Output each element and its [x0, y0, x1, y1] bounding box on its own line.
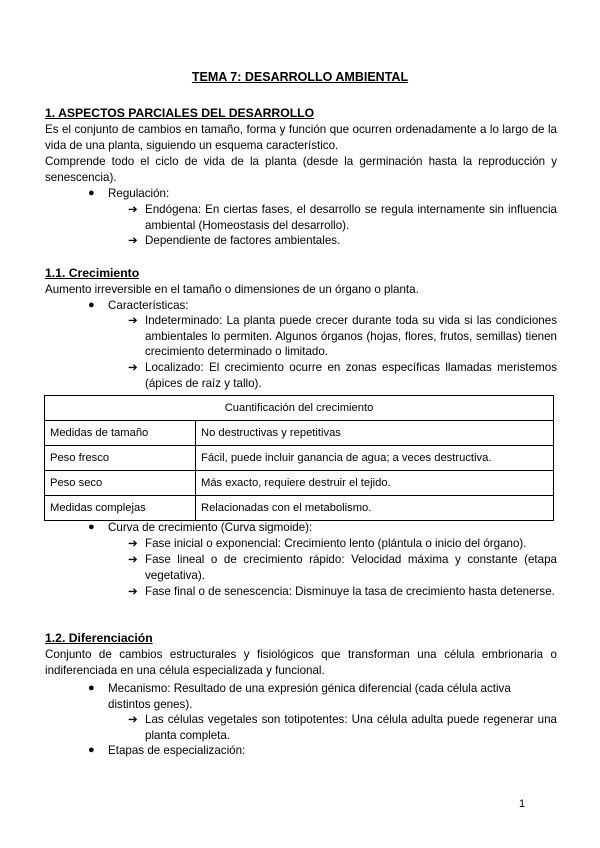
- bullet-glyph: ●: [88, 521, 95, 533]
- table-cell-measure: Peso seco: [45, 471, 196, 496]
- bullet-regulacion: [88, 186, 556, 202]
- arrow-item-indeterminado: [128, 313, 557, 360]
- bullet-etapas: [88, 743, 556, 759]
- arrow-text: Fase inicial o exponencial: Crecimiento lento (plántula o inicio del órgano).: [145, 537, 527, 550]
- arrow-item-fase-lineal: [128, 552, 557, 583]
- bullet-curva: [88, 520, 556, 536]
- arrow-text: Fase final o de senescencia: Disminuye la tasa de crecimiento hasta detenerse.: [145, 585, 555, 598]
- arrow-item-fase-inicial: [128, 536, 557, 552]
- bullet-mecanismo: [88, 681, 556, 712]
- arrow-icon: ➔: [128, 553, 138, 566]
- table-row: [45, 496, 554, 521]
- table-header: Cuantificación del crecimiento: [45, 396, 554, 421]
- arrow-icon: ➔: [128, 537, 138, 550]
- section-1-2-paragraph: Conjunto de cambios estructurales y fisiológicos que transforman una célula embrionaria o indiferenciada en una célula especializada y funcional.: [45, 648, 557, 677]
- arrow-text: Indeterminado: La planta puede crecer durante toda su vida si las condiciones ambientales lo permiten. Algunos órganos (hojas, flores, frutos, semillas) tienen crecimiento determinado o limitado.: [145, 314, 557, 359]
- section-1-2-heading: 1.2. Diferenciación: [45, 631, 153, 645]
- arrow-icon: ➔: [128, 361, 138, 374]
- bullet-text: Regulación:: [108, 187, 170, 200]
- arrow-icon: ➔: [128, 585, 138, 598]
- table-cell-measure: Medidas complejas: [45, 496, 196, 521]
- growth-quantification-table: [44, 395, 554, 521]
- arrow-text: Fase lineal o de crecimiento rápido: Velocidad máxima y constante (etapa vegetativa).: [145, 553, 557, 582]
- section-1-1-heading: 1.1. Crecimiento: [45, 266, 140, 280]
- table-header-row: [45, 396, 554, 421]
- arrow-text: Endógena: En ciertas fases, el desarrollo se regula internamente sin influencia ambiental (Homeostasis del desarrollo).: [145, 203, 557, 232]
- section-1-1-paragraph: Aumento irreversible en el tamaño o dimensiones de un órgano o planta.: [45, 283, 419, 296]
- arrow-text: Localizado: El crecimiento ocurre en zonas específicas llamadas meristemos (ápices de raíz y tallo).: [145, 361, 557, 390]
- arrow-item-totipotentes: [128, 712, 557, 743]
- arrow-icon: ➔: [128, 314, 138, 327]
- arrow-text: Las células vegetales son totipotentes: Una célula adulta puede regenerar una planta completa.: [145, 713, 557, 742]
- bullet-text: Etapas de especialización:: [108, 744, 246, 757]
- arrow-icon: ➔: [128, 234, 138, 247]
- bullet-glyph: ●: [88, 744, 95, 756]
- bullet-glyph: ●: [88, 682, 95, 694]
- arrow-item-fase-final: [128, 584, 557, 600]
- arrow-item-localizado: [128, 360, 557, 391]
- section-1-paragraph-2: Comprende todo el ciclo de vida de la planta (desde la germinación hasta la reproducción y senescencia).: [45, 155, 557, 184]
- arrow-text: Dependiente de factores ambientales.: [145, 234, 341, 247]
- table-cell-measure: Medidas de tamaño: [45, 421, 196, 446]
- table-cell-description: No destructivas y repetitivas: [196, 421, 554, 446]
- table-row: [45, 421, 554, 446]
- bullet-text: Características:: [108, 299, 189, 312]
- document-title: TEMA 7: DESARROLLO AMBIENTAL: [191, 70, 409, 84]
- section-1-heading: 1. ASPECTOS PARCIALES DEL DESARROLLO: [45, 106, 315, 120]
- bullet-text: Curva de crecimiento (Curva sigmoide):: [108, 521, 313, 534]
- arrow-icon: ➔: [128, 713, 138, 726]
- table-cell-measure: Peso fresco: [45, 446, 196, 471]
- table-row: [45, 446, 554, 471]
- bullet-glyph: ●: [88, 187, 95, 199]
- page-number: 1: [519, 798, 526, 810]
- table-cell-description: Más exacto, requiere destruir el tejido.: [196, 471, 554, 496]
- arrow-icon: ➔: [128, 203, 138, 216]
- bullet-caracteristicas: [88, 298, 556, 314]
- section-1-paragraph-1: Es el conjunto de cambios en tamaño, forma y función que ocurren ordenadamente a lo largo de la vida de una planta, siguiendo un esquema característico.: [45, 123, 557, 152]
- bullet-glyph: ●: [88, 299, 95, 311]
- bullet-text: Mecanismo: Resultado de una expresión génica diferencial (cada célula activa distintos genes).: [108, 682, 511, 711]
- table-row: [45, 471, 554, 496]
- table-cell-description: Relacionadas con el metabolismo.: [196, 496, 554, 521]
- table-cell-description: Fácil, puede incluir ganancia de agua; a veces destructiva.: [196, 446, 554, 471]
- arrow-item-endogena: [128, 202, 557, 233]
- arrow-item-dependiente: [128, 233, 557, 249]
